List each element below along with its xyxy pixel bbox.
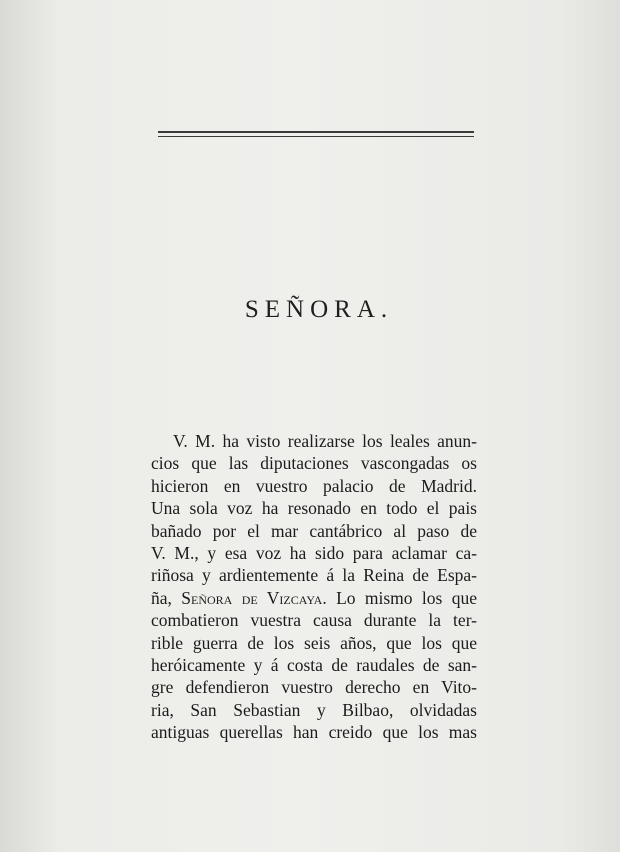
- senora-de-vizcaya-smallcaps: Señora de Vizcaya: [181, 587, 323, 608]
- text-line-9: combatieron vuestra causa durante la ter-: [151, 610, 477, 631]
- text-line-10: rible guerra de los seis años, que los que: [151, 632, 477, 653]
- text-line-4: Una sola voz ha resonado en todo el pais: [151, 498, 477, 519]
- text-line-12: gre defendieron vuestro derecho en Vito-: [151, 677, 477, 698]
- text-line-8-after: . Lo mismo los que: [322, 587, 477, 608]
- page-heading: SEÑORA.: [244, 296, 394, 323]
- text-line-2: cios que las diputaciones vascongadas os: [151, 453, 477, 474]
- text-line-14: antiguas querellas han creido que los mas: [151, 722, 477, 743]
- text-line-3: hicieron en vuestro palacio de Madrid.: [151, 475, 477, 496]
- header-rule-thin: [158, 136, 474, 137]
- text-line-5: bañado por el mar cantábrico al paso de: [151, 520, 477, 541]
- text-line-7: riñosa y ardientemente á la Reina de Espa-: [151, 565, 477, 586]
- text-line-8-before: ña,: [151, 587, 182, 608]
- text-line-8: [151, 587, 477, 609]
- header-rule-thick: [158, 131, 474, 133]
- text-line-6: V. M., y esa voz ha sido para aclamar ca-: [151, 543, 477, 564]
- text-line-11: heróicamente y á costa de raudales de san-: [151, 655, 477, 676]
- text-line-1: V. M. ha visto realizarse los leales anun-: [173, 431, 477, 451]
- body-paragraph: [151, 430, 477, 744]
- text-line-13: ria, San Sebastian y Bilbao, olvidadas: [151, 699, 477, 720]
